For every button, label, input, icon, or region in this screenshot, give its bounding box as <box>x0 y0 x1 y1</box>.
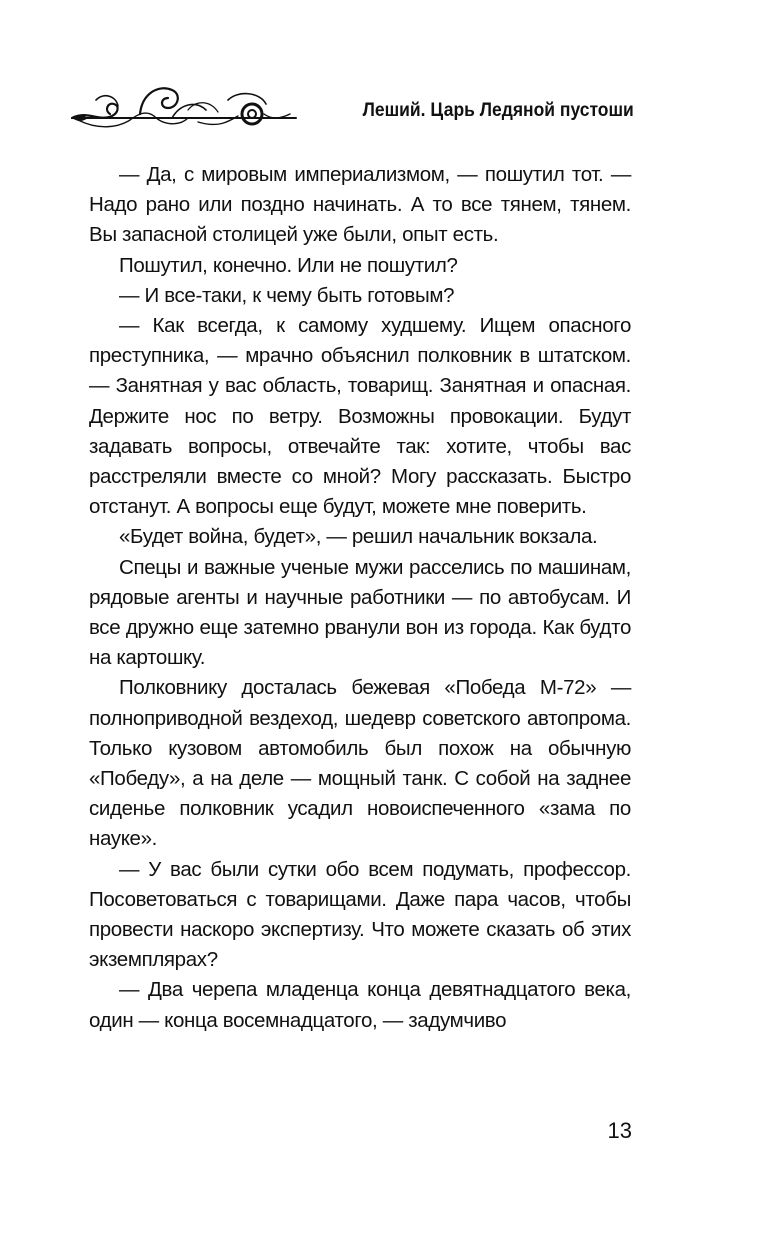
body-text <box>89 160 631 1036</box>
swirl-ornament-icon <box>68 70 300 136</box>
paragraph: Пошутил, конечно. Или не пошутил? <box>119 253 458 277</box>
page-number: 13 <box>607 1118 632 1143</box>
paragraph: «Будет война, будет», — решил начальник вокзала. <box>119 525 598 549</box>
paragraph: — Да, с мировым империализмом, — пошутил тот. — Надо рано или поздно начинать. А то все тянем, тянем. Вы запасной столицей уже были, опыт есть. <box>89 163 631 247</box>
running-title: Леший. Царь Ледяной пустоши <box>362 100 634 121</box>
paragraph: — У вас были сутки обо всем подумать, профессор. Посоветоваться с товарищами. Даже пара часов, чтобы провести наскоро экспертизу. Что можете сказать об этих экземплярах? <box>89 857 631 972</box>
paragraph: — Два черепа младенца конца девятнадцатого века, один — конца восемнадцатого, — задумчиво <box>89 978 631 1032</box>
paragraph: Спецы и важные ученые мужи расселись по машинам, рядовые агенты и научные работники — по автобусам. И все дружно еще затемно рванули вон из города. Как будто на картошку. <box>89 555 631 670</box>
paragraph: Полковнику досталась бежевая «Победа М-72» — полноприводной вездеход, шедевр советского автопрома. Только кузовом автомобиль был похож на обычную «Победу», а на деле — мощный танк. С собой на заднее сиденье полковник усадил новоиспеченного «зама по науке». <box>89 676 631 851</box>
page-header <box>0 70 768 140</box>
paragraph: — Как всегда, к самому худшему. Ищем опасного преступника, — мрачно объяснил полковник в штатском. — Занятная у вас область, товарищ. Занятная и опасная. Держите нос по ветру. Возможны провокации. Будут задавать вопросы, отвечайте так: хотите, чтобы вас расстреляли вместе со мной? Могу рассказать. Быстро отстанут. А вопросы еще будут, можете мне поверить. <box>89 314 631 519</box>
paragraph: — И все-таки, к чему быть готовым? <box>119 283 455 307</box>
